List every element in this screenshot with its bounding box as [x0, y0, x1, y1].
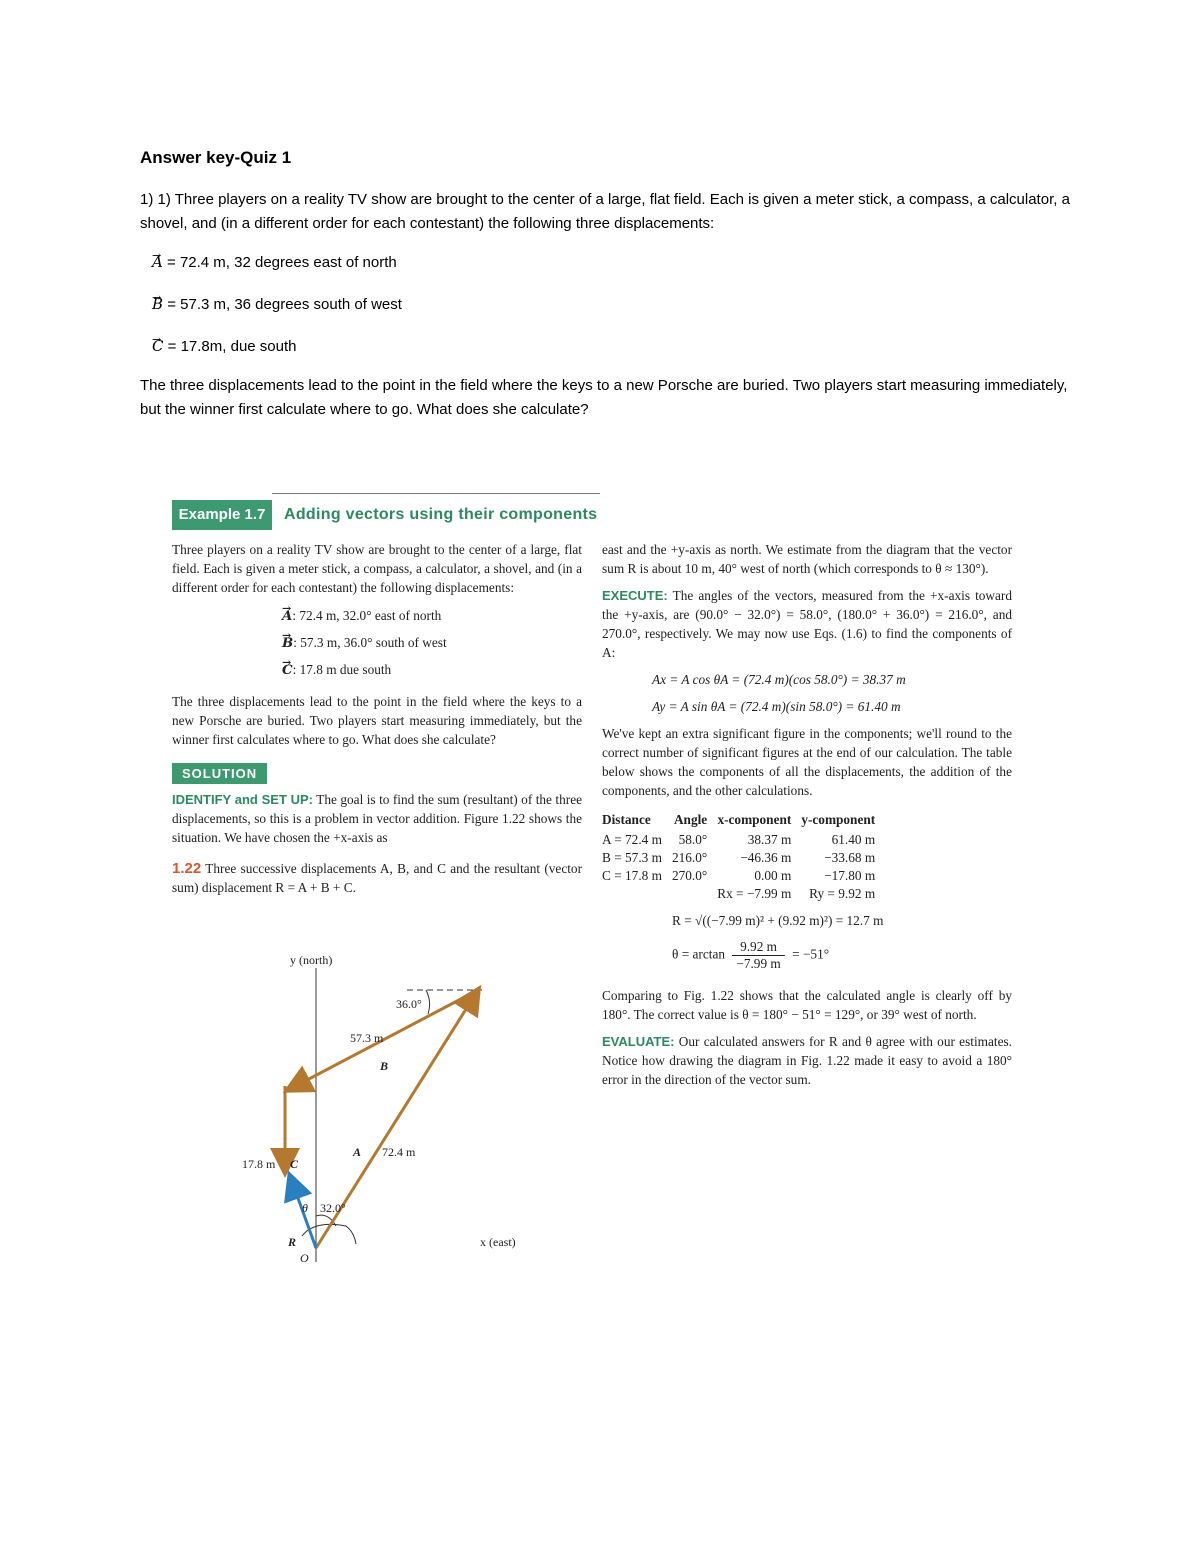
example-vector-list	[282, 603, 582, 684]
equation-ay: Ay = A sin θA = (72.4 m)(sin 58.0°) = 61.40 m	[652, 699, 901, 714]
example-vector-c	[282, 657, 582, 684]
equation-theta-prefix: θ = arctan	[672, 946, 725, 962]
table-sum-row	[602, 885, 885, 903]
example-vector-c-symbol: → C	[282, 663, 293, 678]
table-header: y-component	[801, 812, 876, 827]
vector-b-text: = 57.3 m, 36 degrees south of west	[167, 296, 402, 313]
equation-theta-result: = −51°	[792, 946, 830, 962]
evaluate-label: EVALUATE:	[602, 1034, 675, 1049]
example-vector-a-text: : 72.4 m, 32.0° east of north	[292, 608, 442, 623]
vector-c-symbol: → C	[152, 337, 163, 355]
right-intro: east and the +y-axis as north. We estimate from the diagram that the vector sum R is about 10 m, 40° west of north (which corresponds to θ ≈ 130°).	[602, 542, 1012, 576]
table-cell: 61.40 m	[831, 832, 876, 847]
example-vector-c-text: : 17.8 m due south	[292, 662, 392, 677]
vector-b-length: 57.3 m	[350, 1031, 384, 1045]
vector-c-symbol-label: C	[290, 1157, 299, 1171]
quiz-section	[140, 140, 1070, 422]
vector-a-symbol-label: A	[353, 1145, 362, 1159]
figure-number: 1.22	[172, 860, 202, 877]
sigfig-text: We've kept an extra significant figure in the components; we'll round to the correct number of significant figures at the end of our calculation. The table below shows the components of all the displacements, the addition of the components, and the other calculations.	[602, 726, 1012, 798]
identify-text: The goal is to find the sum (resultant) of the three displacements, so this is a problem in vector addition. Figure 1.22 shows the situation. We have chosen the +x-axis as	[172, 792, 582, 845]
table-cell: −46.36 m	[740, 850, 792, 865]
figure-caption-block	[172, 859, 582, 897]
table-row	[602, 867, 885, 885]
table-cell: 216.0°	[671, 850, 708, 865]
figure-caption: Three successive displacements A, B, and C and the resultant (vector sum) displacement R = A + B + C.	[172, 861, 582, 895]
example-vector-a	[282, 603, 582, 630]
example-label: Example 1.7	[172, 500, 272, 530]
angle-a-label: 32.0°	[320, 1201, 346, 1215]
evaluate-text: Our calculated answers for R and θ agree with our estimates. Notice how drawing the diagram in Fig. 1.22 made it easy to avoid a 180° error in the direction of the vector sum.	[602, 1034, 1012, 1087]
table-header: Angle	[673, 812, 708, 827]
equation-ax: Ax = A cos θA = (72.4 m)(cos 58.0°) = 38.37 m	[652, 672, 906, 687]
angle-b-label: 36.0°	[396, 997, 422, 1011]
vector-diagram	[232, 950, 552, 1270]
x-axis-label: x (east)	[480, 1235, 516, 1249]
equation-theta-denominator: −7.99 m	[736, 956, 781, 971]
example-vector-b	[282, 630, 582, 657]
vector-a-symbol: → A	[152, 253, 163, 271]
table-row	[602, 849, 885, 867]
comparing-text: Comparing to Fig. 1.22 shows that the calculated angle is clearly off by 180°. The correct value is θ = 180° − 51° = 129°, or 39° west of north.	[602, 988, 1012, 1022]
table-cell: B = 57.3 m	[602, 850, 662, 865]
sum-y-cell: Ry = 9.92 m	[809, 886, 876, 901]
execute-text: The angles of the vectors, measured from the +x-axis toward the +y-axis, are (90.0° − 32.0°) = 58.0°, (180.0° + 36.0°) = 216.0°, and 270.0°, respectively. We may now use Eqs. (1.6) to find the components of A:	[602, 588, 1013, 660]
vector-a-length: 72.4 m	[382, 1145, 416, 1159]
example-vector-b-symbol: → B	[282, 636, 293, 651]
table-cell: A = 72.4 m	[602, 832, 662, 847]
right-column	[602, 540, 1012, 1089]
vector-b-line	[152, 288, 1070, 320]
question-paragraph: The three displacements lead to the point in the field where the keys to a new Porsche are buried. Two players start measuring immediately, but the winner first calculate where to go. What does she calculate?	[140, 377, 1068, 418]
textbook-excerpt	[172, 492, 1012, 1282]
vector-c-line	[152, 330, 1070, 362]
example-vector-a-symbol: → A	[282, 609, 292, 624]
header-rule	[272, 493, 600, 494]
example-vector-b-text: : 57.3 m, 36.0° south of west	[293, 635, 447, 650]
example-title: Adding vectors using their components	[284, 506, 598, 523]
table-header-row	[602, 810, 885, 831]
table-cell: 58.0°	[678, 832, 708, 847]
table-cell: −17.80 m	[824, 868, 876, 883]
solution-label: SOLUTION	[172, 763, 267, 784]
angle-b-arc	[426, 990, 430, 1014]
vector-a-text: = 72.4 m, 32 degrees east of north	[167, 254, 397, 271]
table-cell: 0.00 m	[754, 868, 792, 883]
vector-b-symbol-label: B	[380, 1059, 389, 1073]
question-text: 1) 1) Three players on a reality TV show are brought to the center of a large, flat field. Each is given a meter stick, a compass, a calculator, a shovel, and (in a different order for each contestant) the following three displacements:	[140, 191, 1070, 232]
page-title: Answer key-Quiz 1	[140, 148, 292, 167]
execute-block	[602, 586, 1012, 662]
evaluate-block	[602, 1032, 1012, 1089]
origin-label: O	[300, 1251, 309, 1265]
sum-x-cell: Rx = −7.99 m	[717, 886, 792, 901]
execute-label: EXECUTE:	[602, 588, 668, 603]
equation-theta-fraction	[732, 939, 784, 972]
table-cell: 270.0°	[671, 868, 708, 883]
vector-c-length: 17.8 m	[242, 1157, 276, 1171]
table-row	[602, 831, 885, 849]
example-intro: Three players on a reality TV show are brought to the center of a large, flat field. Each is given a meter stick, a compass, a calculator, a shovel, and (in a different order for each contestant) the following displacements:	[172, 542, 582, 595]
components-table	[602, 810, 885, 903]
equation-r: R = √((−7.99 m)² + (9.92 m)²) = 12.7 m	[672, 913, 884, 928]
y-axis-label: y (north)	[290, 953, 333, 967]
example-paragraph: The three displacements lead to the point in the field where the keys to a new Porsche are buried. Two players start measuring immediately, but the winner first calculates where to go. What does she calculate?	[172, 694, 582, 747]
identify-block	[172, 790, 582, 847]
table-cell: −33.68 m	[824, 850, 876, 865]
equation-theta	[672, 939, 1012, 972]
identify-label: IDENTIFY and SET UP:	[172, 792, 314, 807]
vector-c-text: = 17.8m, due south	[167, 338, 297, 355]
vector-b-symbol: → B	[152, 295, 163, 313]
left-column	[172, 540, 582, 897]
equation-theta-numerator: 9.92 m	[732, 939, 784, 956]
table-cell: C = 17.8 m	[602, 868, 662, 883]
table-header: x-component	[717, 812, 792, 827]
table-cell: 38.37 m	[747, 832, 792, 847]
table-header: Distance	[602, 812, 651, 827]
vector-r-symbol-label: R	[288, 1235, 297, 1249]
theta-label: θ	[302, 1201, 308, 1215]
vector-a-line	[152, 246, 1070, 278]
